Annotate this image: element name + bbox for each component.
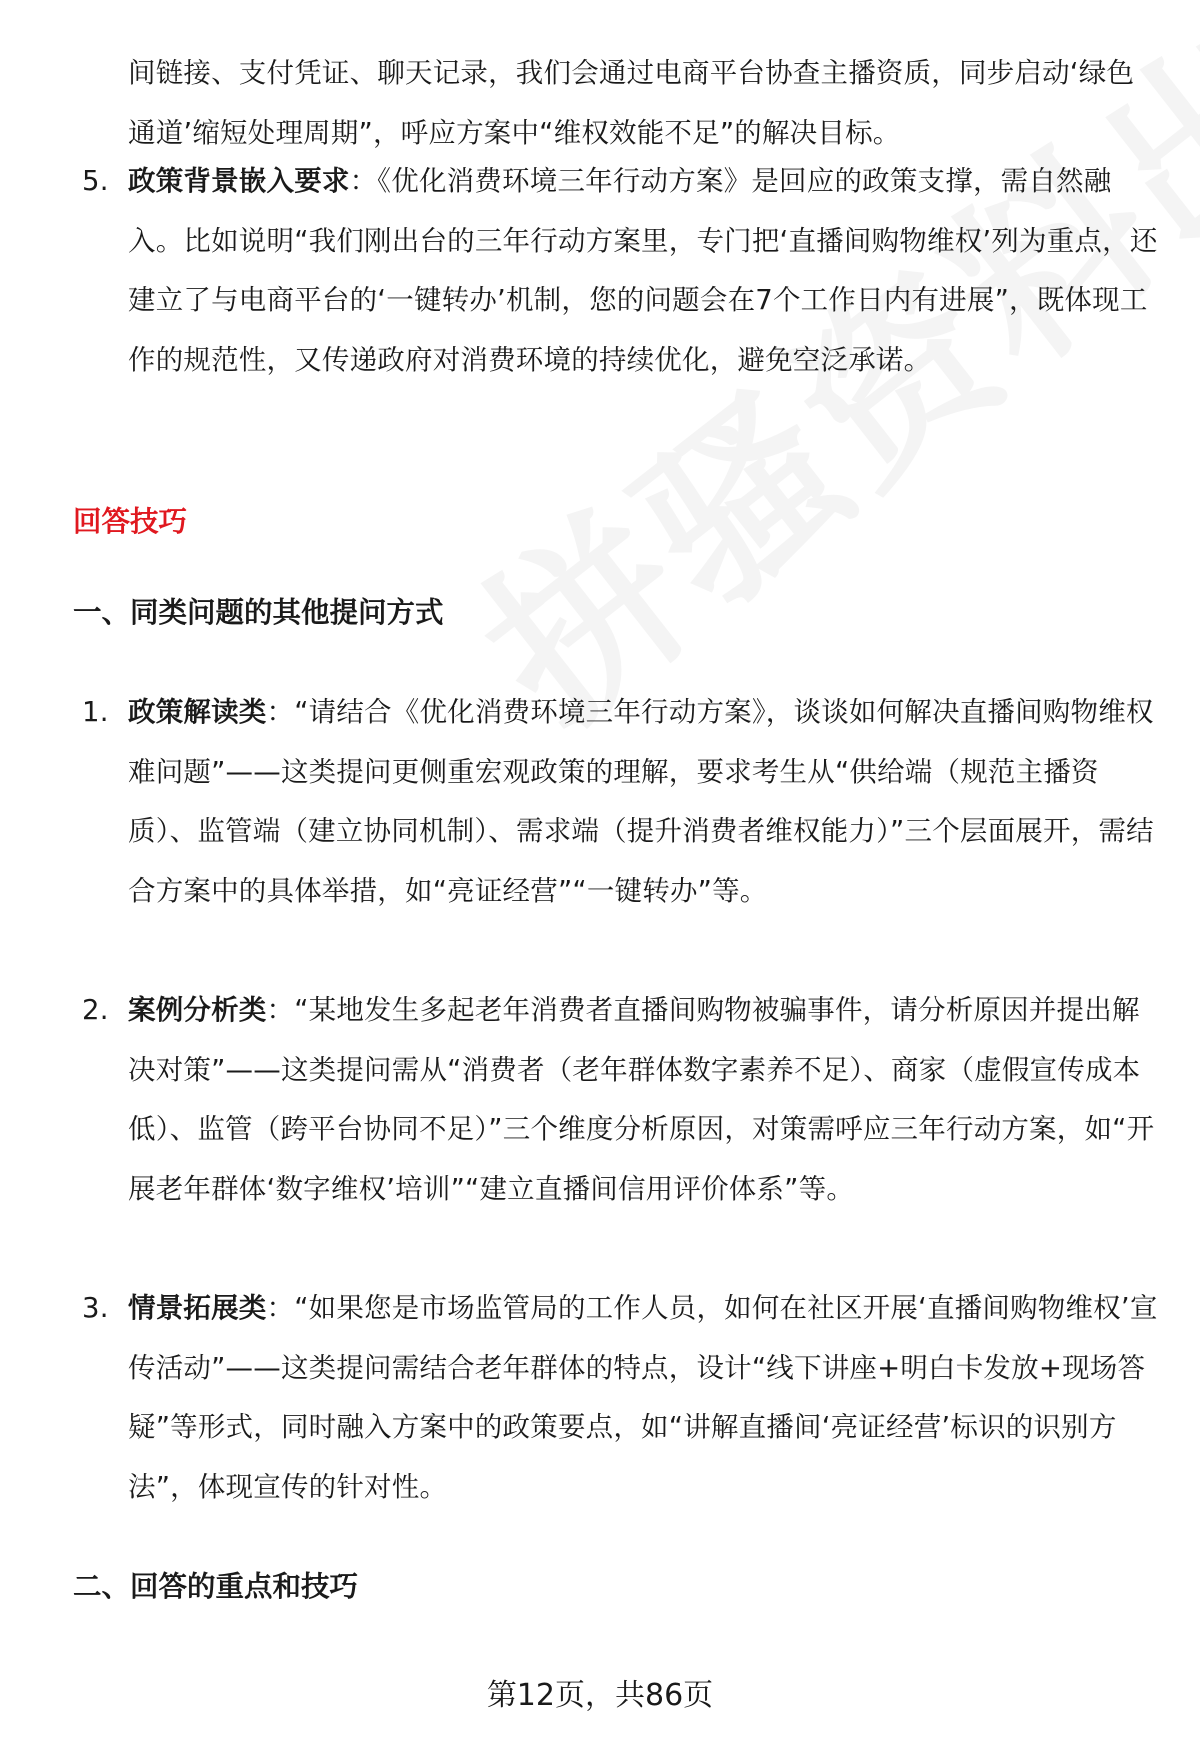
intro-continuation-paragraph: 间链接、支付凭证、聊天记录，我们会通过电商平台协查主播资质，同步启动‘绿色通道’缩短处理周期”，呼应方案中“维权效能不足”的解决目标。 [128, 57, 1135, 149]
list-item-case-analysis [82, 981, 1158, 1219]
list-item-lead: 情景拓展类 [128, 1292, 267, 1324]
list-item-number: 2. [82, 994, 109, 1026]
list-item-text: ：“某地发生多起老年消费者直播间购物被骗事件，请分析原因并提出解决对策”——这类提问需从“消费者（老年群体数字素养不足）、商家（虚假宣传成本低）、监管（跨平台协同不足）”三个维度分析原因，对策需呼应三年行动方案，如“开展老年群体‘数字维权’培训”“建立直播间信用评价体系”等。 [128, 994, 1155, 1205]
heading-other-question-forms: 一、同类问题的其他提问方式 [73, 596, 444, 629]
section-title-answer-tips: 回答技巧 [73, 505, 188, 538]
list-item-number: 3. [82, 1292, 109, 1324]
list-item-lead: 政策背景嵌入要求 [128, 165, 350, 197]
page-number-footer: 第12页，共86页 [486, 1678, 714, 1713]
list-item-lead: 案例分析类 [128, 994, 267, 1026]
list-item-text: ：《优化消费环境三年行动方案》是回应的政策支撑，需自然融入。比如说明“我们刚出台的三年行动方案里，专门把‘直播间购物维权’列为重点，还建立了与电商平台的‘一键转办’机制，您的问题会在7个工作日内有进展”，既体现工作的规范性，又传递政府对消费环境的持续优化，避免空泛承诺。 [128, 165, 1158, 376]
list-item-text: ：“如果您是市场监管局的工作人员，如何在社区开展‘直播间购物维权’宣传活动”——这类提问需结合老年群体的特点，设计“线下讲座+明白卡发放+现场答疑”等形式，同时融入方案中的政策要点，如“讲解直播间‘亮证经营’标识的识别方法”，体现宣传的针对性。 [128, 1292, 1158, 1503]
list-item-number: 1. [82, 696, 109, 728]
list-item-policy-background [82, 152, 1158, 390]
list-item-policy-interpretation [82, 683, 1158, 921]
list-item-number: 5. [82, 165, 109, 197]
list-item-text: ：“请结合《优化消费环境三年行动方案》，谈谈如何解决直播间购物维权难问题”——这类提问更侧重宏观政策的理解，要求考生从“供给端（规范主播资质）、监管端（建立协同机制）、需求端（提升消费者维权能力）”三个层面展开，需结合方案中的具体举措，如“亮证经营”“一键转办”等。 [128, 696, 1154, 907]
list-item-lead: 政策解读类 [128, 696, 267, 728]
heading-answer-key-points: 二、回答的重点和技巧 [73, 1570, 359, 1603]
list-item-scenario-extension [82, 1279, 1158, 1517]
